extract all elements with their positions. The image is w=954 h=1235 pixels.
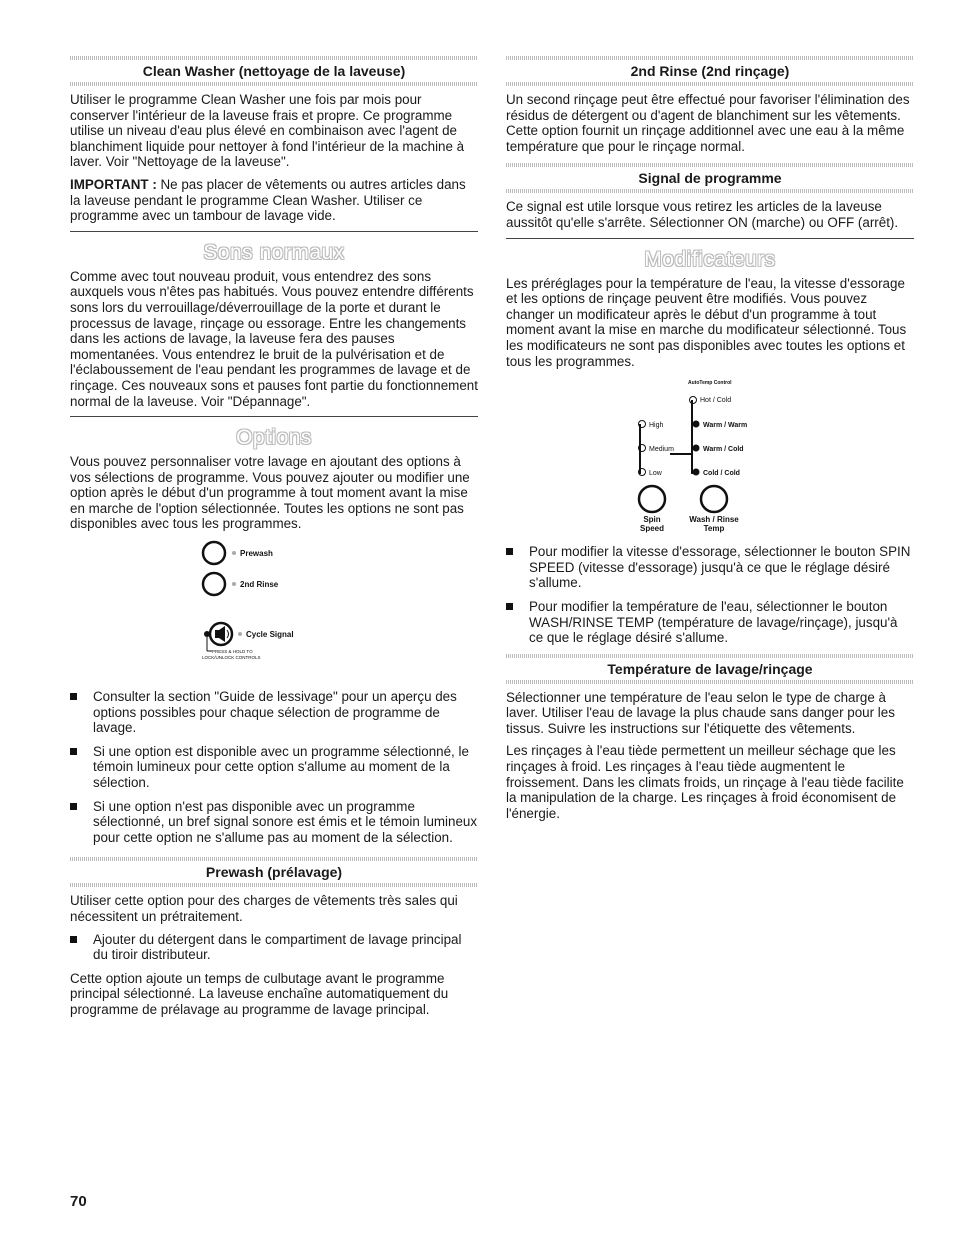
clean-washer-important xyxy=(70,177,478,224)
prewash-paragraph-1: Utiliser cette option pour des charges de vêtements très sales qui nécessitent un prétraitement. xyxy=(70,893,458,924)
list-item: Pour modifier la température de l'eau, sélectionner le bouton WASH/RINSE TEMP (température de lavage/rinçage), jusqu'à ce que le réglage désiré s'allume. xyxy=(506,599,914,646)
section-divider xyxy=(70,231,478,232)
prewash-heading-bar xyxy=(70,863,478,881)
clean-washer-heading: Clean Washer (nettoyage de la laveuse) xyxy=(142,63,406,79)
second-rinse-diagram-label: 2nd Rinse xyxy=(240,580,279,590)
list-item: Si une option n'est pas disponible avec un programme sélectionné, un bref signal sonore est émis et le témoin lumineux pour cette option ne s'allume pas au moment de la sélection. xyxy=(70,799,478,846)
cold-cold-label: Cold / Cold xyxy=(703,470,740,478)
auto-temp-label: AutoTemp Control xyxy=(688,380,732,387)
important-label: IMPORTANT : xyxy=(70,176,157,192)
warm-warm-label: Warm / Warm xyxy=(703,422,748,430)
options-paragraph: Vous pouvez personnaliser votre lavage en ajoutant des options à vos sélections de programme. Vous pouvez ajouter ou modifier une option après le début d'un programme à tout moment avant la mise en marche de l'option sélectionnée. Toutes les options ne sont pas disponibles avec tous les programmes. xyxy=(70,454,470,532)
cycle-signal-speaker-icon xyxy=(204,623,242,651)
clean-washer-heading-bar xyxy=(70,62,478,80)
high-label: High xyxy=(649,422,664,430)
temp-paragraph-2: Les rinçages à l'eau tiède permettent un meilleur séchage que les rinçages à froid. Les rinçages à l'eau tiède augmentent le froissement. Dans les climats froids, un rinçage à l'eau tiède facilite la manipulation de la charge. Les rinçages à froid économisent de l'énergie. xyxy=(506,743,904,821)
sons-normaux-title: Sons normaux xyxy=(203,240,345,264)
modificateurs-paragraph: Les préréglages pour la température de l'eau, la vitesse d'essorage et les options de rinçage peuvent être modifiés. Vous pouvez changer un modificateur après le début d'un programme à tout moment avant la mise en marche du modificateur sélectionné. Tous les modificateurs ne sont pas disponibles avec toutes les options et tous les programmes. xyxy=(506,275,907,369)
second-rinse-heading-bar xyxy=(506,62,914,80)
spin-label: Spin xyxy=(643,515,661,525)
bullet-square-icon xyxy=(506,603,513,610)
prewash-button-icon xyxy=(203,542,236,564)
warm-cold-label: Warm / Cold xyxy=(703,446,744,454)
bullet-square-icon xyxy=(70,936,77,943)
second-rinse-heading: 2nd Rinse (2nd rinçage) xyxy=(630,63,790,79)
important-text: Ne pas placer de vêtements ou autres articles dans la laveuse pendant le programme Clean Washer. Utiliser ce programme avec un tambour de lavage vide. xyxy=(70,176,466,224)
wash-rinse-temp-button-icon xyxy=(701,486,727,512)
options-control-diagram xyxy=(194,539,354,679)
temp-paragraph-1: Sélectionner une température de l'eau selon le type de charge à laver. Utiliser l'eau de lavage la plus chaude sans danger pour les tissus. Suivre les instructions sur l'étiquette des vêtements. xyxy=(506,689,895,736)
medium-label: Medium xyxy=(649,446,674,454)
bullet-square-icon xyxy=(70,803,77,810)
second-rinse-paragraph: Un second rinçage peut être effectué pour favoriser l'élimination des résidus de détergent ou d'agent de blanchiment sur les vêtements. Cette option fournit un rinçage additionnel avec une eau à la même température que pour le rinçage normal. xyxy=(506,92,910,154)
modifiers-bullet-list xyxy=(506,544,914,646)
clean-washer-paragraph: Utiliser le programme Clean Washer une fois par mois pour conserver l'intérieur de la laveuse frais et propre. Ce programme utilise un niveau d'eau plus élevé en combinaison avec l'agent de blanchiment liquide pour nettoyer à fond l'intérieur de la machine à laver. Voir "Nettoyage de la laveuse". xyxy=(70,92,465,170)
low-label: Low xyxy=(649,470,662,478)
modificateurs-title: Modificateurs xyxy=(644,247,776,271)
prewash-diagram-label: Prewash xyxy=(240,549,273,559)
list-item: Consulter la section "Guide de lessivage" pour un aperçu des options possibles pour chaque sélection de programme de lavage. xyxy=(70,689,478,736)
list-item: Pour modifier la vitesse d'essorage, sélectionner le bouton SPIN SPEED (vitesse d'essorage) jusqu'à ce que le réglage désiré s'allume. xyxy=(506,544,914,591)
spin-speed-button-icon xyxy=(639,486,665,512)
second-rinse-button-icon xyxy=(203,573,236,595)
temp-indicator-leds xyxy=(670,397,700,476)
list-item: Ajouter du détergent dans le compartiment de lavage principal du tiroir distributeur. xyxy=(70,932,478,963)
modifiers-control-diagram xyxy=(630,376,790,536)
cycle-signal-diagram-label: Cycle Signal xyxy=(246,630,294,640)
options-bullet-list xyxy=(70,689,478,845)
prewash-bullet-list xyxy=(70,932,478,963)
hot-cold-label: Hot / Cold xyxy=(700,397,732,405)
options-title: Options xyxy=(236,426,312,450)
press-hold-label: PRESS & HOLD TO xyxy=(212,649,253,655)
prewash-paragraph-2: Cette option ajoute un temps de culbutage avant le programme principal sélectionné. La laveuse enchaîne automatiquement du programme de prélavage au programme de lavage principal. xyxy=(70,970,449,1017)
signal-paragraph: Ce signal est utile lorsque vous retirez les articles de la laveuse aussitôt qu'elle s'arrête. Sélectionner ON (marche) ou OFF (arrêt). xyxy=(506,199,899,230)
section-divider xyxy=(70,416,478,417)
bullet-square-icon xyxy=(70,748,77,755)
right-column xyxy=(506,62,914,828)
lock-unlock-label: LOCK/UNLOCK CONTROLS xyxy=(202,655,261,661)
left-column xyxy=(70,62,478,1025)
page-number: 70 xyxy=(70,1193,87,1210)
signal-heading: Signal de programme xyxy=(638,170,782,187)
section-divider xyxy=(506,238,914,239)
wash-rinse-label: Wash / Rinse xyxy=(689,515,739,525)
temp-heading-bar xyxy=(506,660,914,678)
bullet-square-icon xyxy=(506,548,513,555)
list-item: Si une option est disponible avec un programme sélectionné, le témoin lumineux pour cette option s'allume au moment de la sélection. xyxy=(70,744,478,791)
bullet-square-icon xyxy=(70,693,77,700)
sons-paragraph: Comme avec tout nouveau produit, vous entendrez des sons auxquels vous n'êtes pas habitués. Vous pouvez entendre différents sons lors du verrouillage/déverrouillage de la porte et durant le processus de lavage, rinçage ou essorage. Entre les changements dans les actions de lavage, la laveuse fera des pauses momentanées. Vous entendrez le bruit de la pulvérisation et de l'éclaboussement de l'eau pendant les programmes de lavage et de rinçage. Ces nouveaux sons et pauses font partie du fonctionnement normal de la laveuse. Voir "Dépannage". xyxy=(70,268,478,409)
signal-heading-bar xyxy=(506,169,914,187)
temp-label: Temp xyxy=(703,524,725,534)
speed-label: Speed xyxy=(639,524,665,534)
prewash-heading: Prewash (prélavage) xyxy=(205,864,343,881)
spin-indicator-leds xyxy=(639,421,646,476)
temp-heading: Température de lavage/rinçage xyxy=(607,660,813,677)
